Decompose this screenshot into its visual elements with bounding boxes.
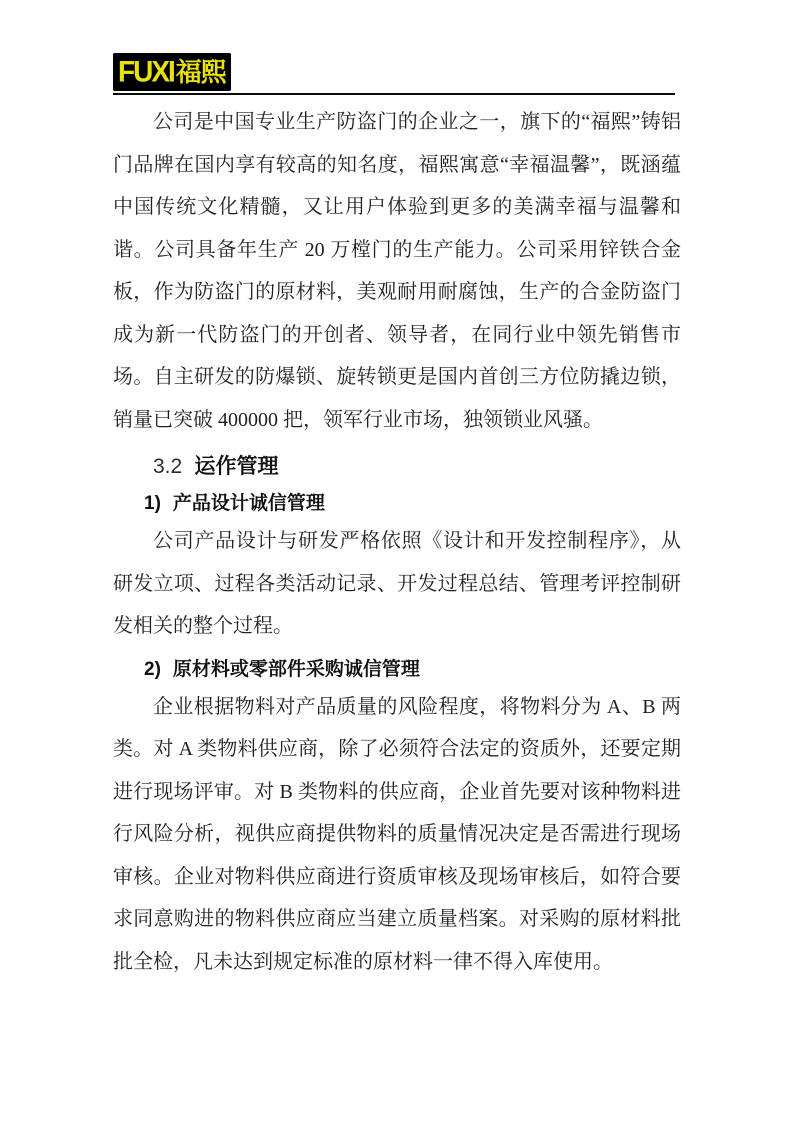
section-heading: [153, 451, 681, 482]
item-label: 1): [144, 493, 161, 514]
item-title: 原材料或零部件采购诚信管理: [172, 658, 420, 680]
item-title: 产品设计诚信管理: [172, 493, 325, 514]
item-heading-product-design: [144, 490, 681, 518]
item-label: 2): [144, 658, 161, 680]
item-paragraph-procurement: 企业根据物料对产品质量的风险程度，将物料分为 A、B 两类。对 A 类物料供应商，除了必须符合法定的资质外，还要定期进行现场评审。对 B 类物料的供应商，企业首先要对该种物料进行风险分析，视供应商提供物料的质量情况决定是否需进行现场审核。企业对物料供应商进行资质审核及现场审核后，如符合要求同意购进的物料供应商应当建立质量档案。对采购的原材料批批全检，凡未达到规定标准的原材料一律不得入库使用。: [113, 695, 681, 973]
item-heading-procurement: [144, 656, 681, 684]
item-paragraph-product-design: 公司产品设计与研发严格依照《设计和开发控制程序》，从研发立项、过程各类活动记录、开发过程总结、管理考评控制研发相关的整个过程。: [113, 530, 681, 637]
page-header: [113, 53, 675, 95]
document-body: [113, 101, 681, 983]
section-number: 3.2: [153, 455, 183, 478]
intro-paragraph: 公司是中国专业生产防盗门的企业之一，旗下的“福熙”铸铝门品牌在国内享有较高的知名度，福熙寓意“幸福温馨”，既涵蕴中国传统文化精髓，又让用户体验到更多的美满幸福与温馨和谐。公司具备年生产 20 万樘门的生产能力。公司采用锌铁合金板，作为防盗门的原材料，美观耐用耐腐蚀，生产的合金防盗门成为新一代防盗门的开创者、领导者，在同行业中领先销售市场。自主研发的防爆锁、旋转锁更是国内首创三方位防撬边锁，销量已突破 400000 把，领军行业市场，独领锁业风骚。: [113, 111, 681, 431]
section-title: 运作管理: [194, 455, 279, 478]
fuxi-logo: [113, 53, 231, 91]
logo-cjk-text: 福熙: [175, 56, 226, 87]
logo-latin-text: FUXI: [118, 54, 174, 88]
